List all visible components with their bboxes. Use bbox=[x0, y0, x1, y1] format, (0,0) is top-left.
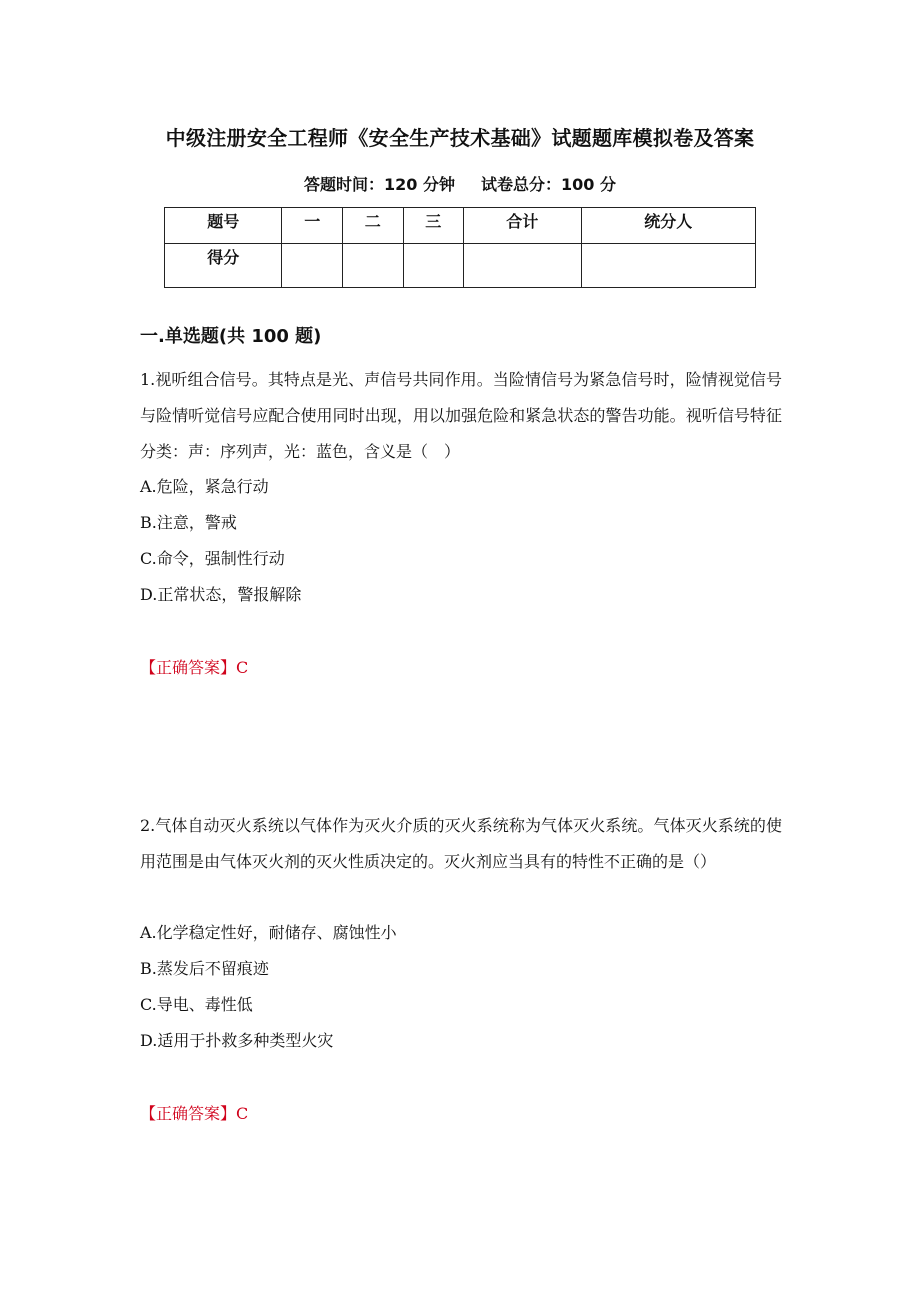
score-table bbox=[164, 207, 756, 288]
exam-total-score: 试卷总分：100 分 bbox=[481, 175, 616, 194]
exam-info bbox=[0, 172, 920, 195]
score-table-header-cell: 统分人 bbox=[581, 208, 755, 244]
section-title: 一.单选题(共 100 题) bbox=[140, 326, 322, 347]
score-cell bbox=[282, 244, 343, 288]
score-row-label: 得分 bbox=[165, 244, 282, 288]
question-2-option-d: D.适用于扑救多种类型火灾 bbox=[140, 1031, 334, 1050]
question-2-option-c: C.导电、毒性低 bbox=[140, 995, 253, 1014]
question-2-option-a: A.化学稳定性好，耐储存、腐蚀性小 bbox=[140, 923, 397, 942]
question-1-option-b: B.注意，警戒 bbox=[140, 513, 237, 532]
question-1-text: 1.视听组合信号。其特点是光、声信号共同作用。当险情信号为紧急信号时，险情视觉信号与险情听觉信号应配合使用同时出现，用以加强危险和紧急状态的警告功能。视听信号特征分类：声：序列声，光：蓝色，含义是（ ） bbox=[140, 370, 782, 461]
score-table-header-row bbox=[165, 208, 756, 244]
question-2-text: 2.气体自动灭火系统以气体作为灭火介质的灭火系统称为气体灭火系统。气体灭火系统的使用范围是由气体灭火剂的灭火性质决定的。灭火剂应当具有的特性不正确的是（） bbox=[140, 816, 782, 871]
score-cell bbox=[581, 244, 755, 288]
question-1-option-c: C.命令，强制性行动 bbox=[140, 549, 285, 568]
score-table-header-cell: 三 bbox=[403, 208, 464, 244]
score-table-header-cell: 题号 bbox=[165, 208, 282, 244]
score-table-header-cell: 合计 bbox=[464, 208, 581, 244]
score-cell bbox=[464, 244, 581, 288]
question-1-answer: 【正确答案】C bbox=[140, 658, 249, 677]
score-table-score-row bbox=[165, 244, 756, 288]
score-cell bbox=[403, 244, 464, 288]
exam-time: 答题时间：120 分钟 bbox=[304, 175, 455, 194]
question-1-option-d: D.正常状态，警报解除 bbox=[140, 585, 302, 604]
question-1-option-a: A.危险，紧急行动 bbox=[140, 477, 269, 496]
document-title: 中级注册安全工程师《安全生产技术基础》试题题库模拟卷及答案 bbox=[165, 126, 755, 150]
score-cell bbox=[343, 244, 404, 288]
score-table-header-cell: 一 bbox=[282, 208, 343, 244]
question-2-option-b: B.蒸发后不留痕迹 bbox=[140, 959, 269, 978]
score-table-header-cell: 二 bbox=[343, 208, 404, 244]
question-2-answer: 【正确答案】C bbox=[140, 1104, 249, 1123]
